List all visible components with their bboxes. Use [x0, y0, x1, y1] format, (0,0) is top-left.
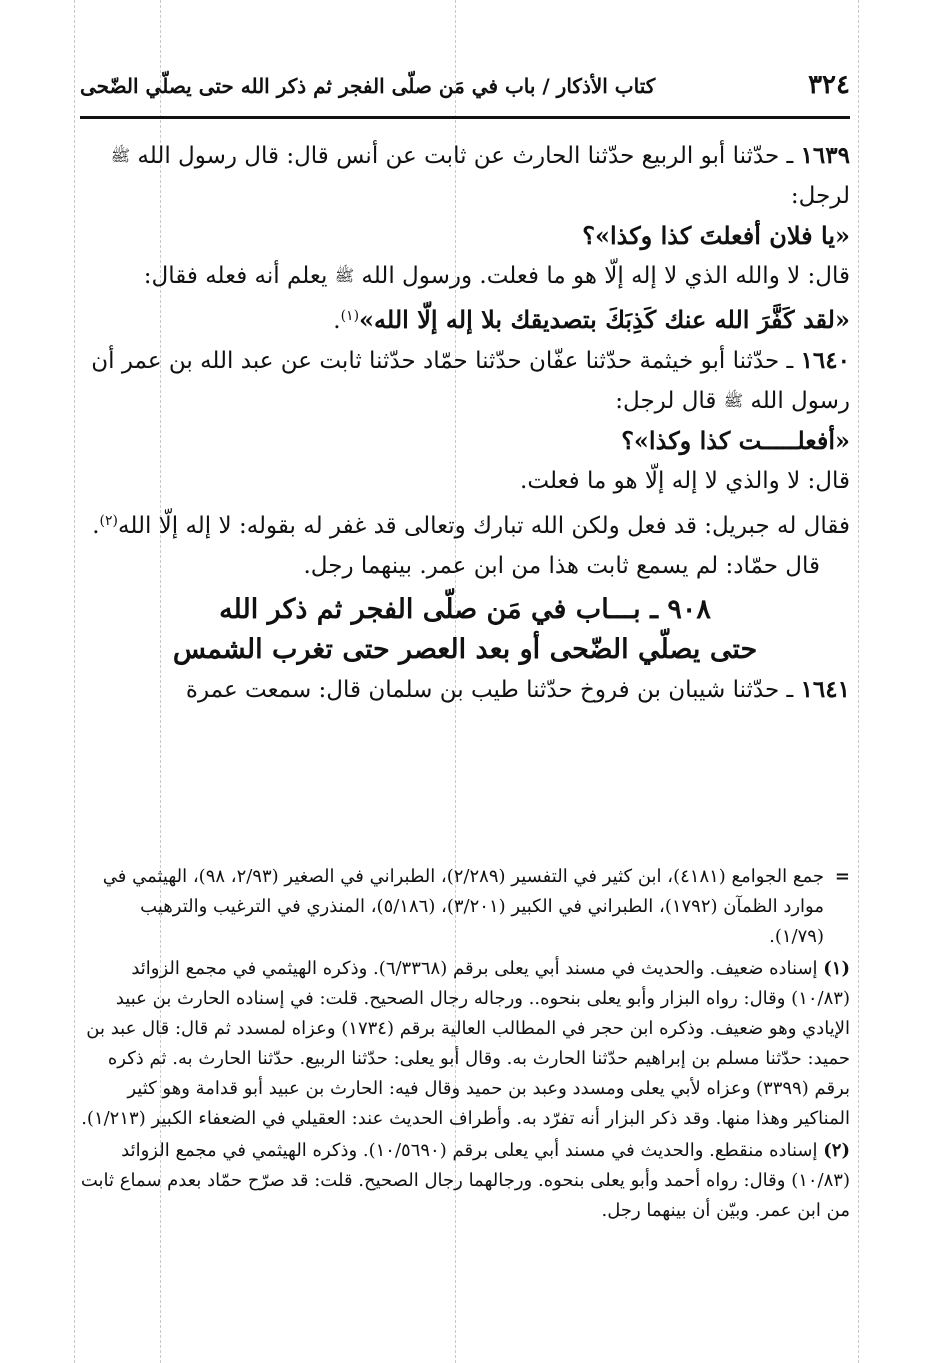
hadith-reply [80, 256, 850, 296]
hadith-quote: «أفعلـــــت كذا وكذا»؟ [621, 426, 850, 455]
hadith-isnad: ـ حدّثنا أبو خيثمة حدّثنا عفّان حدّثنا حمّاد حدّثنا ثابت عن عبد الله بن عمر أن رسول الله [91, 348, 850, 414]
page-header [80, 66, 850, 112]
salawat-icon: ﷺ [334, 266, 355, 285]
footnote-label: (٢) [823, 1140, 850, 1161]
footnote-ref: (١) [340, 308, 360, 324]
footnote-text: إسناده ضعيف. والحديث في مسند أبي يعلى برقم (٦/٣٣٦٨). وذكره الهيثمي في مجمع الزوائد (١٠/٨٣) وقال: رواه البزار وأبو يعلى بنحوه.. ورجاله رجال الصحيح. قلت: في إسناده الحارث بن عبيد الإيادي وهو ضعيف. وذكره ابن حجر في المطالب العالية برقم (١٧٣٤) وعزاه لمسدد ثم قال: قال عبد بن حميد: حدّثنا مسلم بن إبراهيم حدّثنا الحارث به. وقال أبو يعلى: حدّثنا الربيع. حدّثنا الحارث به. ثم ذكره برقم (٣٣٩٩) وعزاه لأبي يعلى ومسدد وعبد بن حميد وقال فيه: الحارث بن عبيد أبو قدامة وهو كثير المناكير وهذا منها. وقد ذكر البزار أنه تفرّد به. وأطراف الحديث عند: العقيلي في الضعفاء الكبير (١/٢١٣). [81, 958, 850, 1129]
hadith-1641 [80, 670, 850, 710]
footnote-label: (١) [823, 958, 850, 979]
hadith-reply: قال: لا والذي لا إله إلّا هو ما فعلت. [520, 468, 850, 494]
salawat-icon: ﷺ [110, 146, 131, 165]
hadith-1639 [80, 136, 850, 216]
reply-text: قال: لا والله الذي لا إله إلّا هو ما فعلت. ورسول الله [361, 263, 850, 289]
hadith-isnad: ـ حدّثنا شيبان بن فروخ حدّثنا طيب بن سلمان قال: سمعت عمرة [185, 677, 794, 703]
hadith-isnad: ـ حدّثنا أبو الربيع حدّثنا الحارث عن ثابت عن أنس قال: قال رسول الله [137, 143, 794, 169]
salawat-icon: ﷺ [723, 391, 744, 410]
footnote-2 [80, 1136, 850, 1226]
hadith-number: ١٦٤١ [800, 676, 850, 703]
quote-text: «لقد كَفَّرَ الله عنك كَذِبَكَ بتصديقك بلا إله إلّا الله» [359, 305, 850, 334]
footnotes [80, 862, 850, 1228]
jibril-sentence: فقال له جبريل: قد فعل ولكن الله تبارك وتعالى قد غفر له بقوله: لا إله إلّا الله [118, 513, 850, 539]
footnote-text: إسناده منقطع. والحديث في مسند أبي يعلى برقم (١٠/٥٦٩٠). وذكره الهيثمي في مجمع الزوائد (١٠/٨٣) وقال: رواه أحمد وأبو يعلى بنحوه. ورجالهما رجال الصحيح. قلت: قد صرّح حمّاد بعدم سماع ثابت من ابن عمر. وبيّن أن بينهما رجل. [80, 1140, 850, 1221]
hadith-1640 [80, 341, 850, 421]
continuation-mark: = [834, 866, 850, 887]
page-number: ٣٢٤ [808, 70, 850, 100]
chapter-heading-line1: ٩٠٨ ـ بـــاب في مَن صلّى الفجر ثم ذكر الله [219, 594, 711, 625]
hammad-note: قال حمّاد: لم يسمع ثابت هذا من ابن عمر. بينهما رجل. [303, 553, 820, 579]
hadith-number: ١٦٤٠ [800, 347, 850, 374]
hadith-isnad-end: قال لرجل: [615, 388, 717, 414]
margin-guide [74, 0, 75, 1363]
hadith-quote-2: «لقد كَفَّرَ الله عنك كَذِبَكَ بتصديقك بلا إله إلّا الله»$^{(١)}$. [333, 305, 850, 334]
footnote-text: جمع الجوامع (٤١٨١)، ابن كثير في التفسير (٢/٢٨٩)، الطبراني في الصغير (٢/٩٣، ٩٨)، الهيثمي في موارد الظمآن (١٧٩٢)، الطبراني في الكبير (٣/٢٠١)، (٥/١٨٦)، المنذري في الترغيب والترهيب (١/٧٩). [102, 866, 824, 947]
hadith-number: ١٦٣٩ [800, 142, 850, 169]
jibril-text: فقال له جبريل: قد فعل ولكن الله تبارك وتعالى قد غفر له بقوله: لا إله إلّا الله$^{(٢)}$. [92, 513, 850, 539]
hadith-isnad-end: لرجل: [790, 183, 850, 209]
footnote-ref: (٢) [99, 513, 118, 529]
footnote-continuation [80, 862, 850, 952]
running-title: كتاب الأذكار / باب في مَن صلّى الفجر ثم ذكر الله حتى يصلّي الضّحى [80, 74, 656, 98]
main-text [80, 136, 850, 710]
header-rule [80, 116, 850, 119]
chapter-heading-line2: حتى يصلّي الضّحى أو بعد العصر حتى تغرب الشمس [172, 634, 758, 665]
footnote-1 [80, 954, 850, 1134]
hadith-quote: «يا فلان أفعلتَ كذا وكذا»؟ [582, 221, 850, 250]
reply-text: يعلم أنه فعله فقال: [143, 263, 328, 289]
margin-guide [858, 0, 859, 1363]
